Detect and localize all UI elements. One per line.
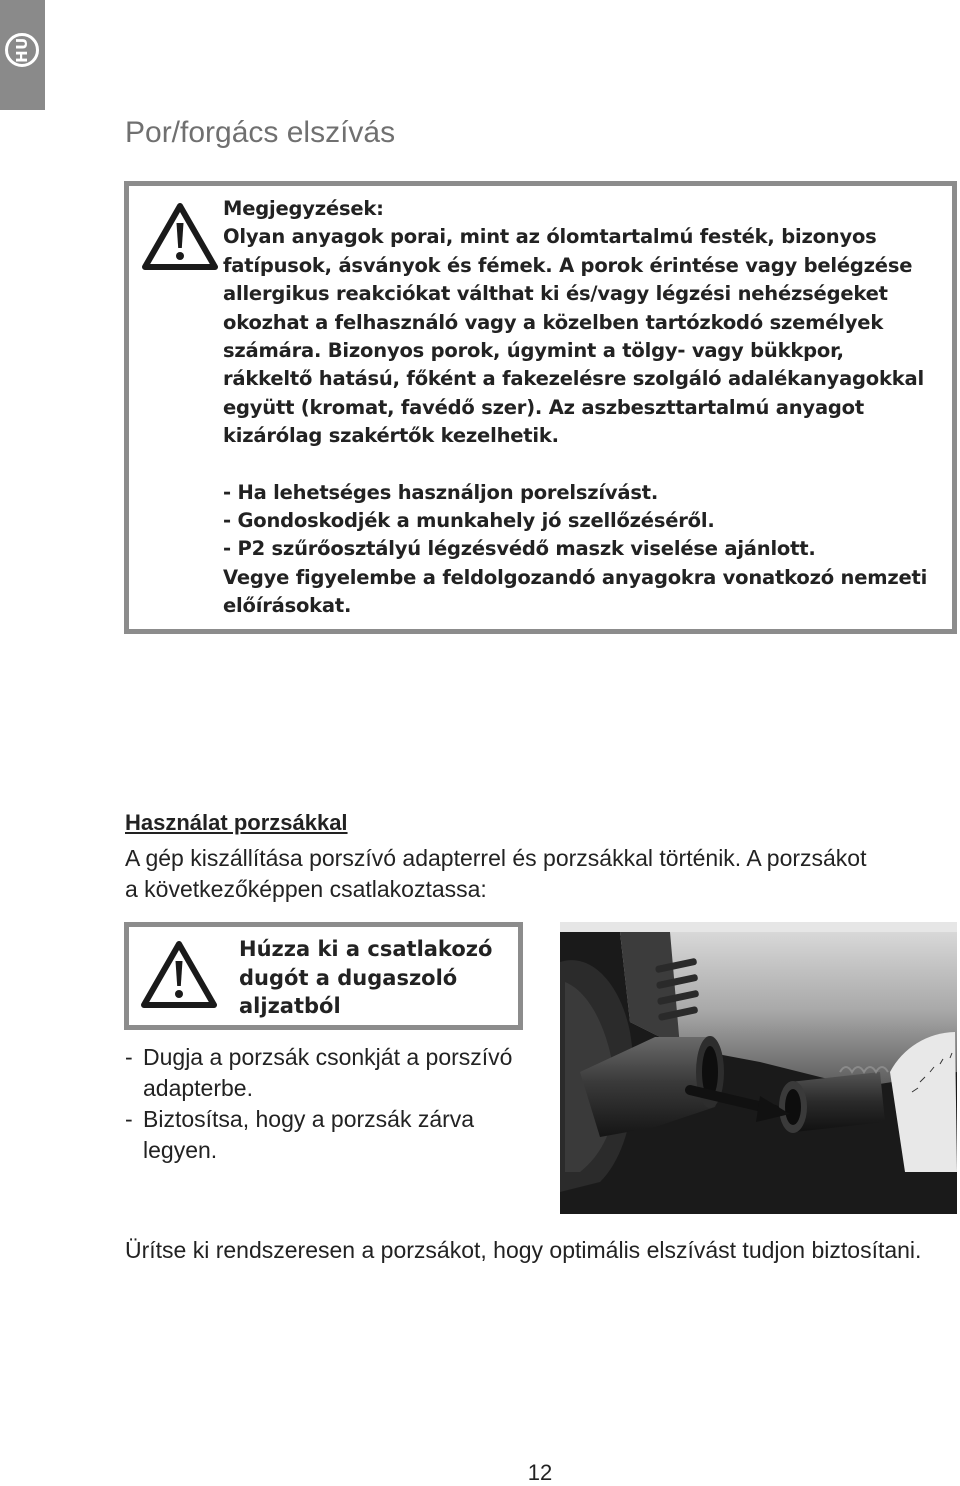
notice-text (223, 195, 933, 621)
step-text: Dugja a porzsák csonkját a porszívó adapterbe. (143, 1044, 513, 1101)
unplug-warning-text: Húzza ki a csatlakozó dugót a dugaszoló aljzatból (239, 937, 493, 1018)
notice-closing: Vegye figyelembe a feldolgozandó anyagokra vonatkozó nemzeti előírásokat. (223, 565, 928, 618)
language-tab (0, 0, 45, 110)
notice-bullet: - Gondoskodjék a munkahely jó szellőzéséről. (223, 509, 715, 533)
product-photo (560, 922, 957, 1214)
list-item (125, 1104, 545, 1166)
steps-list (125, 1042, 545, 1166)
step-dash: - (125, 1106, 133, 1132)
notice-bullet: - P2 szűrőosztályú légzésvédő maszk viselése ajánlott. (223, 537, 816, 561)
language-badge (5, 33, 39, 67)
warning-triangle-icon (141, 941, 217, 1009)
step-dash: - (125, 1044, 133, 1070)
intro-paragraph: A gép kiszállítása porszívó adapterrel és porzsákkal történik. A porzsákot a következőképpen csatlakoztassa: (125, 845, 867, 902)
step-text: Biztosítsa, hogy a porzsák zárva legyen. (143, 1106, 475, 1163)
unplug-warning-box (124, 922, 523, 1030)
notice-bullet: - Ha lehetséges használjon porelszívást. (223, 480, 659, 504)
page-title: Por/forgács elszívás (125, 116, 396, 149)
notice-paragraph: Olyan anyagok porai, mint az ólomtartalmú festék, bizonyos fatípusok, ásványok és fémek. A porok érintése vagy belégzése allergikus reakciókat válthat ki és/vagy légzési nehézségeket okozhat a felhasználó vagy a közelben tartózkodó személyek számára. Bizonyos porok, úgymint a tölgy- vagy bükkpor, rákkeltő hatású, főként a fakezelésre szolgáló adalékanyagokkal együtt (kromat, favédő szer). Az aszbeszttartalmú anyagot kizárólag szakértők kezelhetik. (223, 225, 924, 448)
section-subheading: Használat porzsákkal (125, 810, 348, 835)
notice-box (124, 181, 957, 634)
warning-triangle-icon (142, 203, 218, 271)
list-item (125, 1042, 545, 1104)
notice-heading: Megjegyzések: (223, 197, 384, 220)
page-number: 12 (527, 1460, 553, 1485)
closing-paragraph: Ürítse ki rendszeresen a porzsákot, hogy optimális elszívást tudjon biztosítani. (125, 1237, 922, 1263)
language-code: HU (12, 37, 31, 63)
